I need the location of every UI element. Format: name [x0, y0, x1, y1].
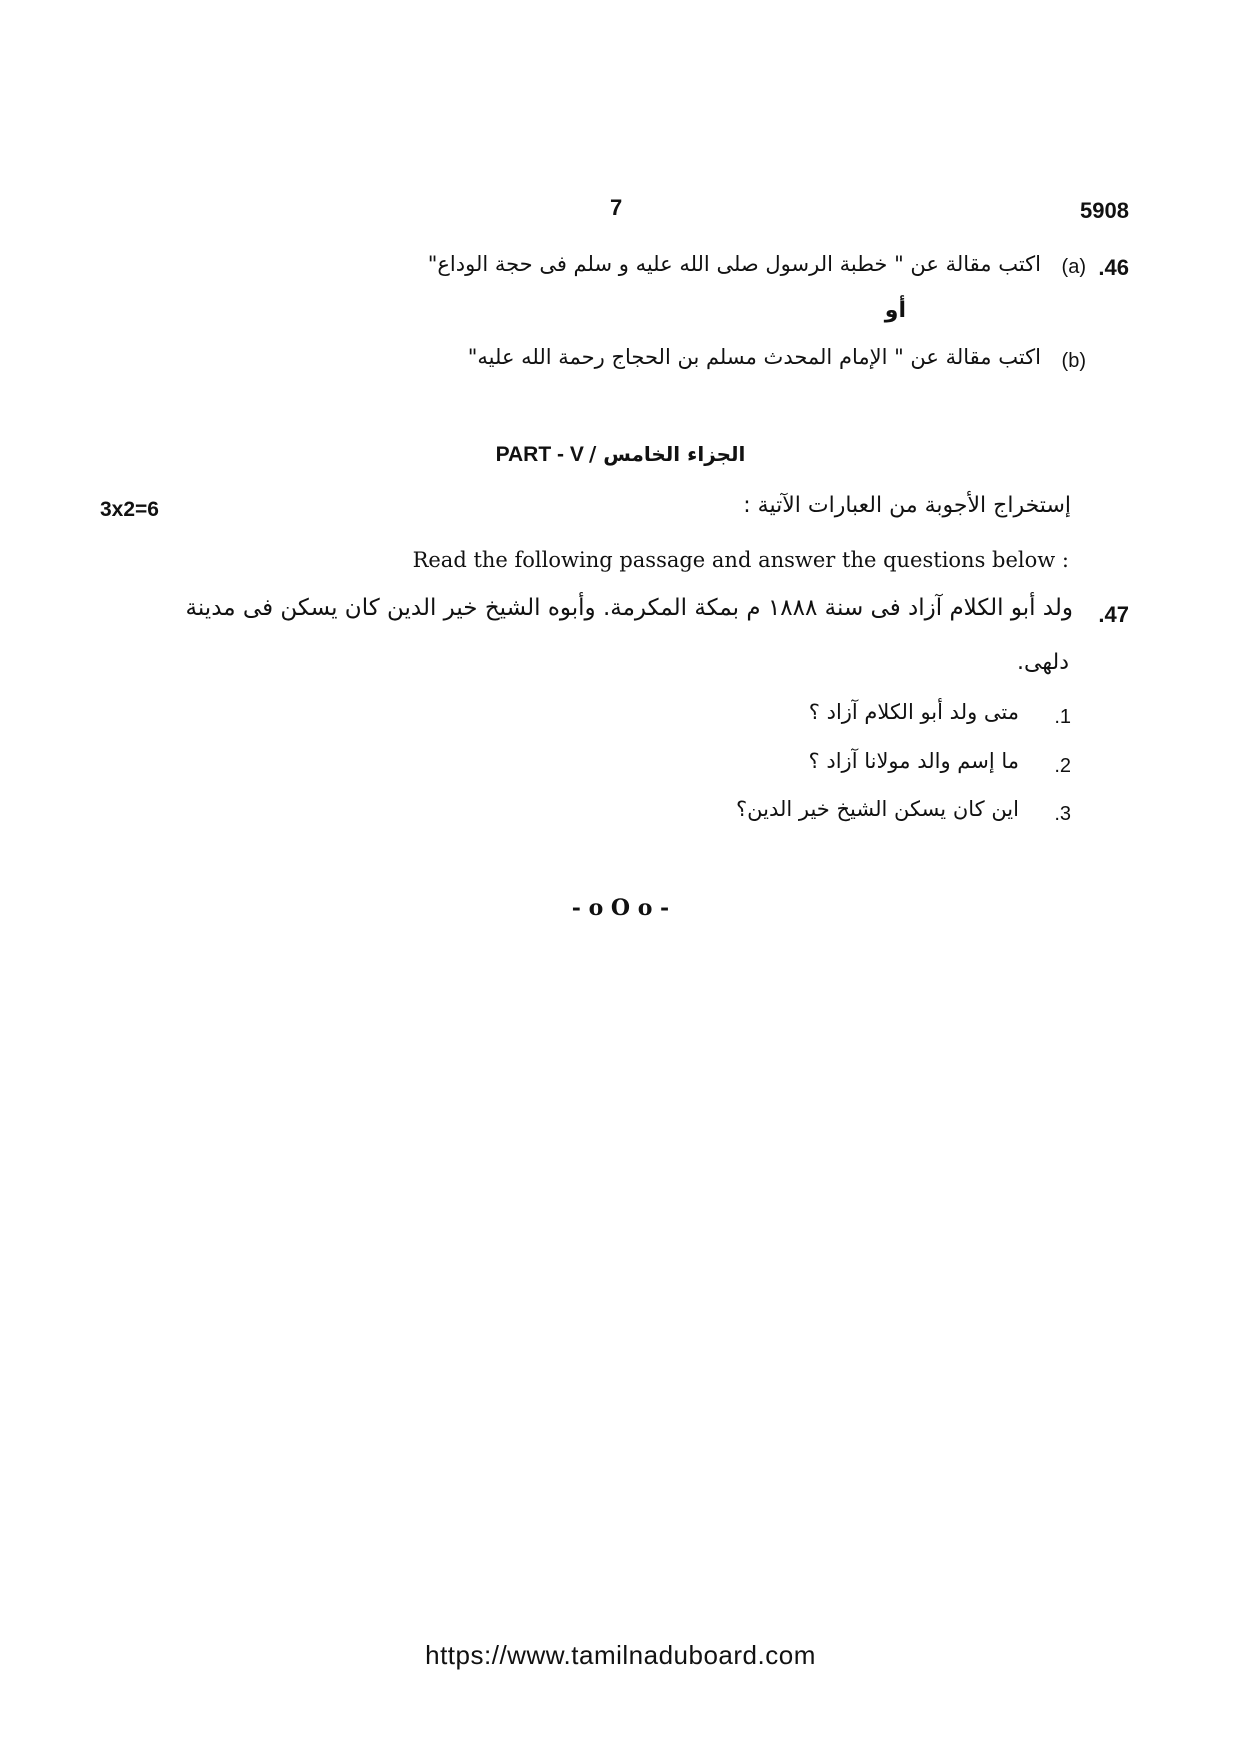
- question-46a-text: اكتب مقالة عن " خطبة الرسول صلى الله عليه و سلم فى حجة الوداع": [427, 252, 1041, 276]
- footer-url[interactable]: https://www.tamilnaduboard.com: [425, 1640, 816, 1670]
- question-46-or: أو: [884, 298, 906, 323]
- question-46a-label: (a): [1061, 256, 1086, 278]
- paper-code: 5908: [1080, 198, 1129, 223]
- question-47-sub2-text: ما إسم والد مولانا آزاد ؟: [808, 749, 1019, 773]
- question-47-sub2-number: .2: [1054, 755, 1071, 777]
- part-5-title-en: PART - V: [495, 443, 584, 466]
- question-47-sub1-number: .1: [1054, 706, 1071, 728]
- part-5-heading: [0, 442, 1241, 467]
- page-number: 7: [610, 195, 623, 220]
- question-47-sub3-number: .3: [1054, 803, 1071, 825]
- part-5-instruction-en: Read the following passage and answer the questions below :: [412, 548, 1069, 572]
- part-5-title-ar: الجزاء الخامس /: [588, 442, 746, 466]
- part-5-instruction-ar: إستخراج الأجوبة من العبارات الآتية :: [743, 493, 1071, 518]
- question-46b-text: اكتب مقالة عن " الإمام المحدث مسلم بن الحجاج رحمة الله عليه": [467, 345, 1041, 369]
- question-47-sub3-text: اين كان يسكن الشيخ خير الدين؟: [735, 797, 1019, 821]
- question-47-sub1-text: متى ولد أبو الكلام آزاد ؟: [808, 700, 1019, 724]
- end-mark: - o O o -: [571, 895, 670, 921]
- question-46b-label: (b): [1061, 350, 1086, 372]
- question-47-number: .47: [1098, 602, 1129, 627]
- question-47-passage-line1: ولد أبو الكلام آزاد فى سنة ١٨٨٨ م بمكة المكرمة. وأبوه الشيخ خير الدين كان يسكن فى مدينة: [185, 595, 1073, 621]
- question-46-number: .46: [1098, 255, 1129, 280]
- part-5-marks: 3x2=6: [100, 498, 159, 521]
- question-47-passage-line2: دلهى.: [1017, 650, 1069, 675]
